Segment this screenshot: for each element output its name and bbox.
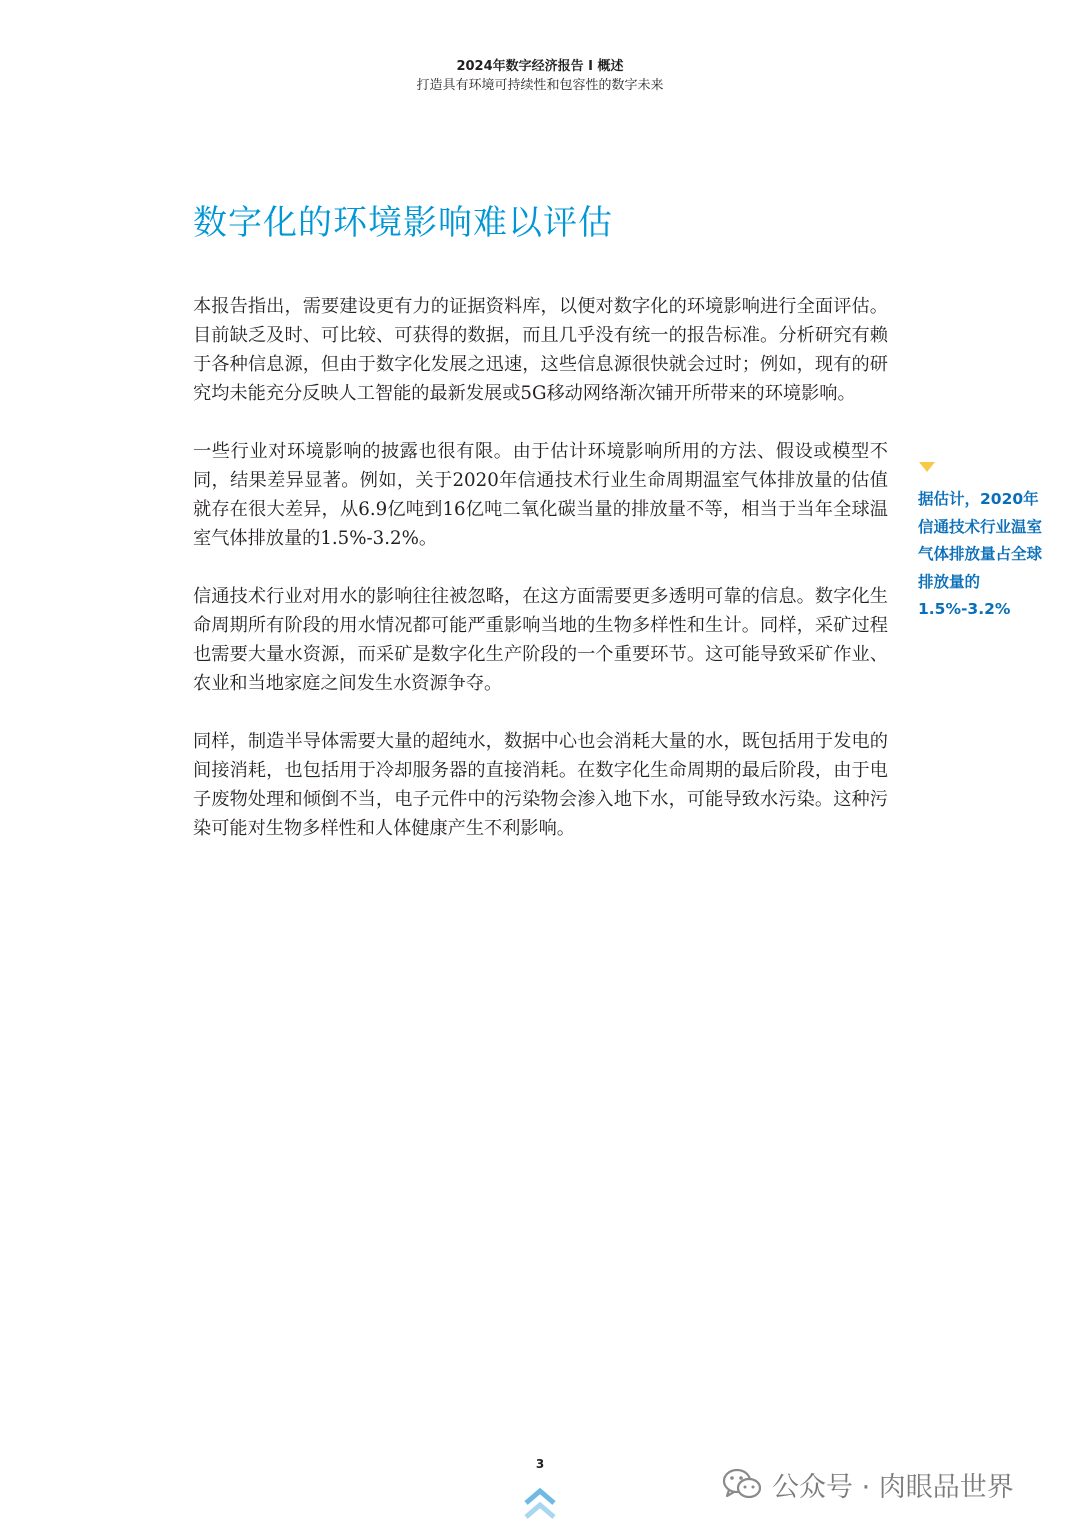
paragraph: 本报告指出，需要建设更有力的证据资料库，以便对数字化的环境影响进行全面评估。目前缺乏及时、可比较、可获得的数据，而且几乎没有统一的报告标准。分析研究有赖于各种信息源，但由于数字化发展之迅速，这些信息源很快就会过时；例如，现有的研究均未能充分反映人工智能的最新发展或5G移动网络渐次铺开所带来的环境影响。 xyxy=(193,296,888,404)
page-header xyxy=(0,58,1080,96)
scroll-up-icon[interactable] xyxy=(520,1485,560,1527)
paragraph: 信通技术行业对用水的影响往往被忽略，在这方面需要更多透明可靠的信息。数字化生命周期所有阶段的用水情况都可能严重影响当地的生物多样性和生计。同样，采矿过程也需要大量水资源，而采矿是数字化生产阶段的一个重要环节。这可能导致采矿作业、农业和当地家庭之间发生水资源争夺。 xyxy=(193,586,888,694)
watermark-text: 公众号 · 肉眼品世界 xyxy=(772,1471,1014,1503)
callout-text: 据估计，2020年信通技术行业温室气体排放量占全球排放量的1.5%-3.2% xyxy=(918,490,1043,618)
section-title: 数字化的环境影响难以评估 xyxy=(193,203,613,243)
wechat-icon xyxy=(722,1467,762,1501)
report-subtitle: 打造具有环境可持续性和包容性的数字未来 xyxy=(416,78,664,93)
body-text xyxy=(193,292,888,872)
watermark xyxy=(722,1462,1014,1506)
report-title: 2024年数字经济报告 I 概述 xyxy=(456,59,624,74)
triangle-down-icon xyxy=(919,462,935,472)
page-number: 3 xyxy=(535,1457,545,1471)
paragraph: 一些行业对环境影响的披露也很有限。由于估计环境影响所用的方法、假设或模型不同，结果差异显著。例如，关于2020年信通技术行业生命周期温室气体排放量的估值就存在很大差异，从6.9亿吨到16亿吨二氧化碳当量的排放量不等，相当于当年全球温室气体排放量的1.5%-3.2%。 xyxy=(193,441,888,549)
sidebar-callout xyxy=(918,462,1058,624)
paragraph: 同样，制造半导体需要大量的超纯水，数据中心也会消耗大量的水，既包括用于发电的间接消耗，也包括用于冷却服务器的直接消耗。在数字化生命周期的最后阶段，由于电子废物处理和倾倒不当，电子元件中的污染物会渗入地下水，可能导致水污染。这种污染可能对生物多样性和人体健康产生不利影响。 xyxy=(193,731,888,839)
